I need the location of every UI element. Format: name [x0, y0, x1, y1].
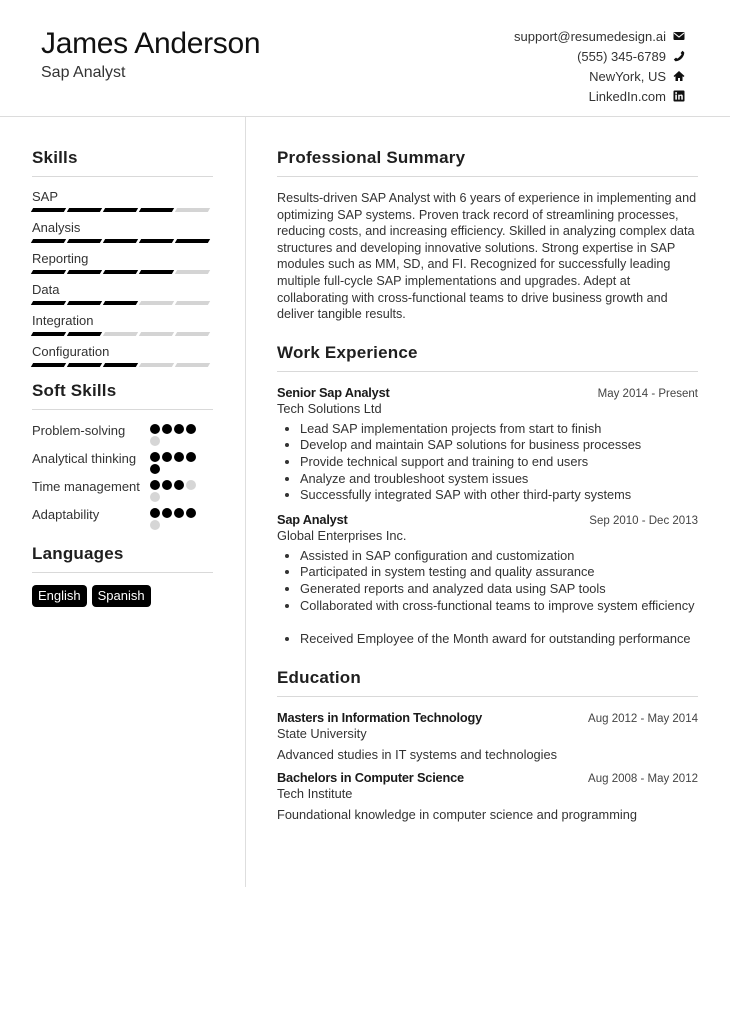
rating-bar-segment [103, 270, 138, 274]
skill-level-bar [32, 332, 213, 336]
school-name: Tech Institute [277, 785, 353, 801]
rating-dot [150, 492, 160, 502]
skill-level-bar [32, 270, 213, 274]
rating-dot [150, 424, 160, 434]
rating-bar-segment [175, 208, 210, 212]
rating-dot [150, 452, 160, 462]
education-entry [277, 770, 698, 822]
rating-dot [150, 464, 160, 474]
rating-bar-segment [175, 332, 210, 336]
rating-bar-segment [67, 208, 102, 212]
education-date: Aug 2012 - May 2014 [588, 712, 698, 725]
degree-title: Bachelors in Computer Science [277, 769, 464, 785]
rating-bar-segment [139, 363, 174, 367]
soft-skill-item [32, 422, 213, 446]
skill-item [32, 282, 213, 305]
rating-dot [186, 480, 196, 490]
rating-bar-segment [31, 270, 66, 274]
rating-dot [150, 480, 160, 490]
skill-item [32, 313, 213, 336]
education-heading: Education [277, 668, 698, 697]
soft-skill-name: Adaptability [32, 507, 100, 522]
contact-email-text: support@resumedesign.ai [514, 28, 666, 44]
education-description: Foundational knowledge in computer science and programming [277, 806, 637, 822]
job-bullet: • Lead SAP implementation projects from start to finish [300, 421, 698, 438]
contact-linkedin-text: LinkedIn.com [588, 88, 666, 104]
rating-dot [162, 452, 172, 462]
rating-dot [150, 436, 160, 446]
contact-email[interactable] [514, 26, 685, 46]
candidate-name: James Anderson [41, 27, 261, 60]
rating-dot [150, 508, 160, 518]
main-content [277, 148, 698, 822]
contact-phone[interactable] [514, 46, 685, 66]
job-bullet: • Develop and maintain SAP solutions for business processes [300, 437, 698, 454]
job-bullet: • Successfully integrated SAP with other third-party systems [300, 487, 698, 504]
soft-skills-list [32, 422, 213, 530]
rating-bar-segment [31, 332, 66, 336]
soft-skills-heading: Soft Skills [32, 381, 213, 410]
languages-heading: Languages [32, 544, 213, 573]
rating-bar-segment [31, 363, 66, 367]
rating-dot [174, 424, 184, 434]
soft-skill-rating [150, 478, 202, 502]
home-icon [673, 70, 685, 82]
rating-bar-segment [103, 301, 138, 305]
contact-phone-text: (555) 345-6789 [577, 48, 666, 64]
skill-level-bar [32, 301, 213, 305]
rating-bar-segment [67, 363, 102, 367]
rating-bar-segment [175, 270, 210, 274]
job-bullet: • Generated reports and analyzed data using SAP tools [300, 581, 698, 598]
job-bullets [300, 548, 698, 648]
rating-bar-segment [103, 208, 138, 212]
rating-bar-segment [139, 208, 174, 212]
rating-dot [186, 424, 196, 434]
skills-heading: Skills [32, 148, 213, 177]
education-date: Aug 2008 - May 2012 [588, 772, 698, 785]
contact-list [514, 26, 685, 106]
job-bullet: • Provide technical support and training to end users [300, 454, 698, 471]
job-title: Senior Sap Analyst [277, 384, 390, 400]
degree-title: Masters in Information Technology [277, 709, 483, 725]
education-description: Advanced studies in IT systems and technologies [277, 746, 558, 762]
skill-name: Reporting [32, 251, 89, 266]
rating-bar-segment [67, 270, 102, 274]
skill-item [32, 344, 213, 367]
rating-bar-segment [103, 239, 138, 243]
education-entry [277, 710, 698, 762]
rating-dot [186, 452, 196, 462]
job-date: May 2014 - Present [597, 387, 698, 400]
rating-bar-segment [31, 208, 66, 212]
rating-dot [162, 424, 172, 434]
job-entry [277, 385, 698, 504]
soft-skill-rating [150, 422, 202, 446]
skill-name: Analysis [32, 220, 81, 235]
candidate-role: Sap Analyst [41, 64, 126, 81]
skill-level-bar [32, 208, 213, 212]
soft-skill-rating [150, 506, 202, 530]
rating-bar-segment [175, 363, 210, 367]
skill-name: Data [32, 282, 60, 297]
job-bullets [300, 421, 698, 504]
rating-bar-segment [103, 363, 138, 367]
rating-bar-segment [175, 239, 210, 243]
language-badge: English [32, 585, 87, 607]
rating-bar-segment [139, 332, 174, 336]
rating-bar-segment [31, 301, 66, 305]
envelope-icon [673, 30, 685, 42]
summary-heading: Professional Summary [277, 148, 698, 177]
job-entry [277, 512, 698, 648]
contact-linkedin[interactable] [514, 86, 685, 106]
contact-location [514, 66, 685, 86]
sidebar [32, 148, 213, 607]
soft-skill-item [32, 478, 213, 502]
soft-skill-item [32, 450, 213, 474]
soft-skill-item [32, 506, 213, 530]
soft-skill-rating [150, 450, 202, 474]
rating-bar-segment [31, 239, 66, 243]
linkedin-icon [673, 90, 685, 102]
rating-bar-segment [139, 239, 174, 243]
job-company: Tech Solutions Ltd [277, 400, 382, 416]
rating-bar-segment [175, 301, 210, 305]
work-experience-section [277, 343, 698, 648]
skill-level-bar [32, 239, 213, 243]
job-title: Sap Analyst [277, 511, 348, 527]
job-bullet: • Participated in system testing and quality assurance [300, 564, 698, 581]
resume-header [0, 0, 730, 117]
education-section [277, 668, 698, 822]
rating-dot [174, 508, 184, 518]
rating-bar-segment [67, 301, 102, 305]
rating-dot [174, 480, 184, 490]
rating-dot [150, 520, 160, 530]
soft-skill-name: Analytical thinking [32, 451, 137, 466]
skills-list [32, 189, 213, 367]
rating-bar-segment [139, 270, 174, 274]
job-date: Sep 2010 - Dec 2013 [589, 514, 698, 527]
job-bullet: • Assisted in SAP configuration and customization [300, 548, 698, 565]
skill-name: SAP [32, 189, 59, 204]
column-divider [245, 117, 246, 887]
rating-bar-segment [139, 301, 174, 305]
rating-bar-segment [103, 332, 138, 336]
contact-location-text: NewYork, US [589, 68, 666, 84]
languages-list [32, 585, 213, 607]
skill-item [32, 220, 213, 243]
rating-bar-segment [67, 239, 102, 243]
work-experience-heading: Work Experience [277, 343, 698, 372]
skill-level-bar [32, 363, 213, 367]
skill-name: Integration [32, 313, 94, 328]
soft-skill-name: Time management [32, 479, 140, 494]
language-badge: Spanish [92, 585, 151, 607]
rating-bar-segment [67, 332, 102, 336]
rating-dot [186, 508, 196, 518]
summary-text: Results-driven SAP Analyst with 6 years of experience in implementing and optimizing SAP systems. Proven track record of streamlining processes, reducing costs, and increasing efficiency. Skilled in analyzing complex data structures and developing innovative solutions. Strong expertise in SAP modules such as MM, SD, and FI. Recognized for successfully leading multiple full-cycle SAP implementations and upgrades. Adept at collaborating with cross-functional teams to drive business growth and deliver tangible results. [277, 191, 697, 322]
skill-item [32, 251, 213, 274]
job-bullet: • Analyze and troubleshoot system issues [300, 471, 698, 488]
school-name: State University [277, 725, 367, 741]
soft-skill-name: Problem-solving [32, 423, 126, 438]
rating-dot [162, 508, 172, 518]
skill-name: Configuration [32, 344, 110, 359]
job-bullet: • Collaborated with cross-functional teams to improve system efficiency [300, 598, 698, 615]
rating-dot [162, 480, 172, 490]
skill-item [32, 189, 213, 212]
job-bullet: • Received Employee of the Month award for outstanding performance [300, 631, 698, 648]
phone-icon [673, 50, 685, 62]
job-company: Global Enterprises Inc. [277, 527, 407, 543]
rating-dot [174, 452, 184, 462]
